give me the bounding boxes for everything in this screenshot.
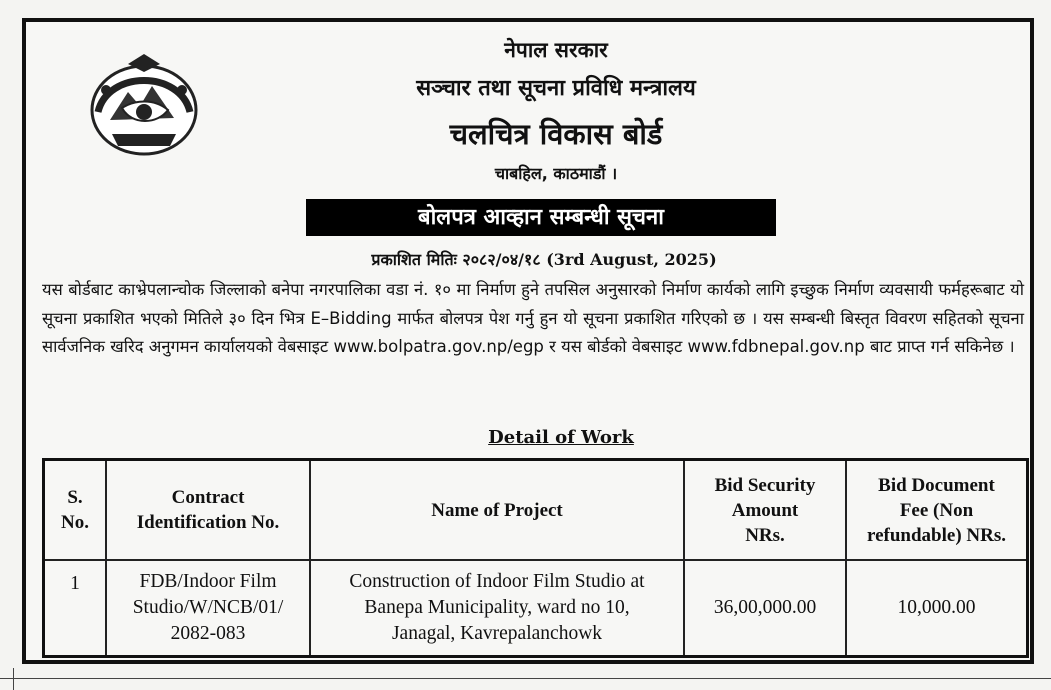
published-date (309, 248, 779, 270)
header-project-name: Name of Project (310, 460, 684, 561)
header-doc-fee: Bid Document Fee (Non refundable) NRs. (846, 460, 1028, 561)
ministry-name: सञ्चार तथा सूचना प्रविधि मन्त्रालय (416, 76, 696, 101)
cell-bid-security: 36,00,000.00 (684, 560, 846, 657)
bottom-divider (0, 678, 1051, 679)
left-margin-rule (13, 668, 14, 690)
header-bid-security: Bid Security Amount NRs. (684, 460, 846, 561)
notice-body: यस बोर्डबाट काभ्रेपलान्चोक जिल्लाको बनेपा नगरपालिका वडा नं. १० मा निर्माण हुने तपसिल अनुसारको निर्माण कार्यको लागि इच्छुक निर्माण व्यवसायी फर्महरूबाट यो सूचना प्रकाशित भएको मितिले ३० दिन भित्र E–Bidding मार्फत बोलपत्र पेश गर्नु हुन यो सूचना प्रकाशित गरिएको छ । यस सम्बन्धी बिस्तृत विवरण सहितको सूचना सार्वजनिक खरिद अनुगमन कार्यालयको वेबसाइट www.bolpatra.gov.np/egp र यस बोर्डको वेबसाइट www.fdbnepal.gov.np बाट प्राप्त गर्न सकिनेछ । (42, 280, 1024, 356)
work-table (42, 458, 1029, 658)
cell-doc-fee: 10,000.00 (846, 560, 1028, 657)
published-label: प्रकाशित मितिः (371, 250, 457, 269)
notice-title: बोलपत्र आव्हान सम्बन्धी सूचना (306, 199, 776, 236)
published-date-np: २०८२/०४/१८ (462, 250, 541, 269)
board-name: चलचित्र विकास बोर्ड (449, 117, 663, 151)
notice-frame (22, 18, 1034, 664)
cell-project-name: Construction of Indoor Film Studio at Banepa Municipality, ward no 10, Janagal, Kavrepalanchowk (310, 560, 684, 657)
government-name: नेपाल सरकार (504, 38, 608, 62)
published-date-en: (3rd August, 2025) (546, 250, 717, 269)
header-contract-id: Contract Identification No. (106, 460, 310, 561)
table-row (44, 560, 1028, 657)
cell-contract-id: FDB/Indoor Film Studio/W/NCB/01/ 2082-083 (106, 560, 310, 657)
nepal-emblem-icon (88, 50, 200, 162)
board-address: चाबहिल, काठमाडौं । (494, 164, 618, 183)
header-sn: S. No. (44, 460, 107, 561)
detail-heading: Detail of Work (488, 427, 634, 448)
table-header-row (44, 460, 1028, 561)
cell-sn: 1 (44, 560, 107, 657)
